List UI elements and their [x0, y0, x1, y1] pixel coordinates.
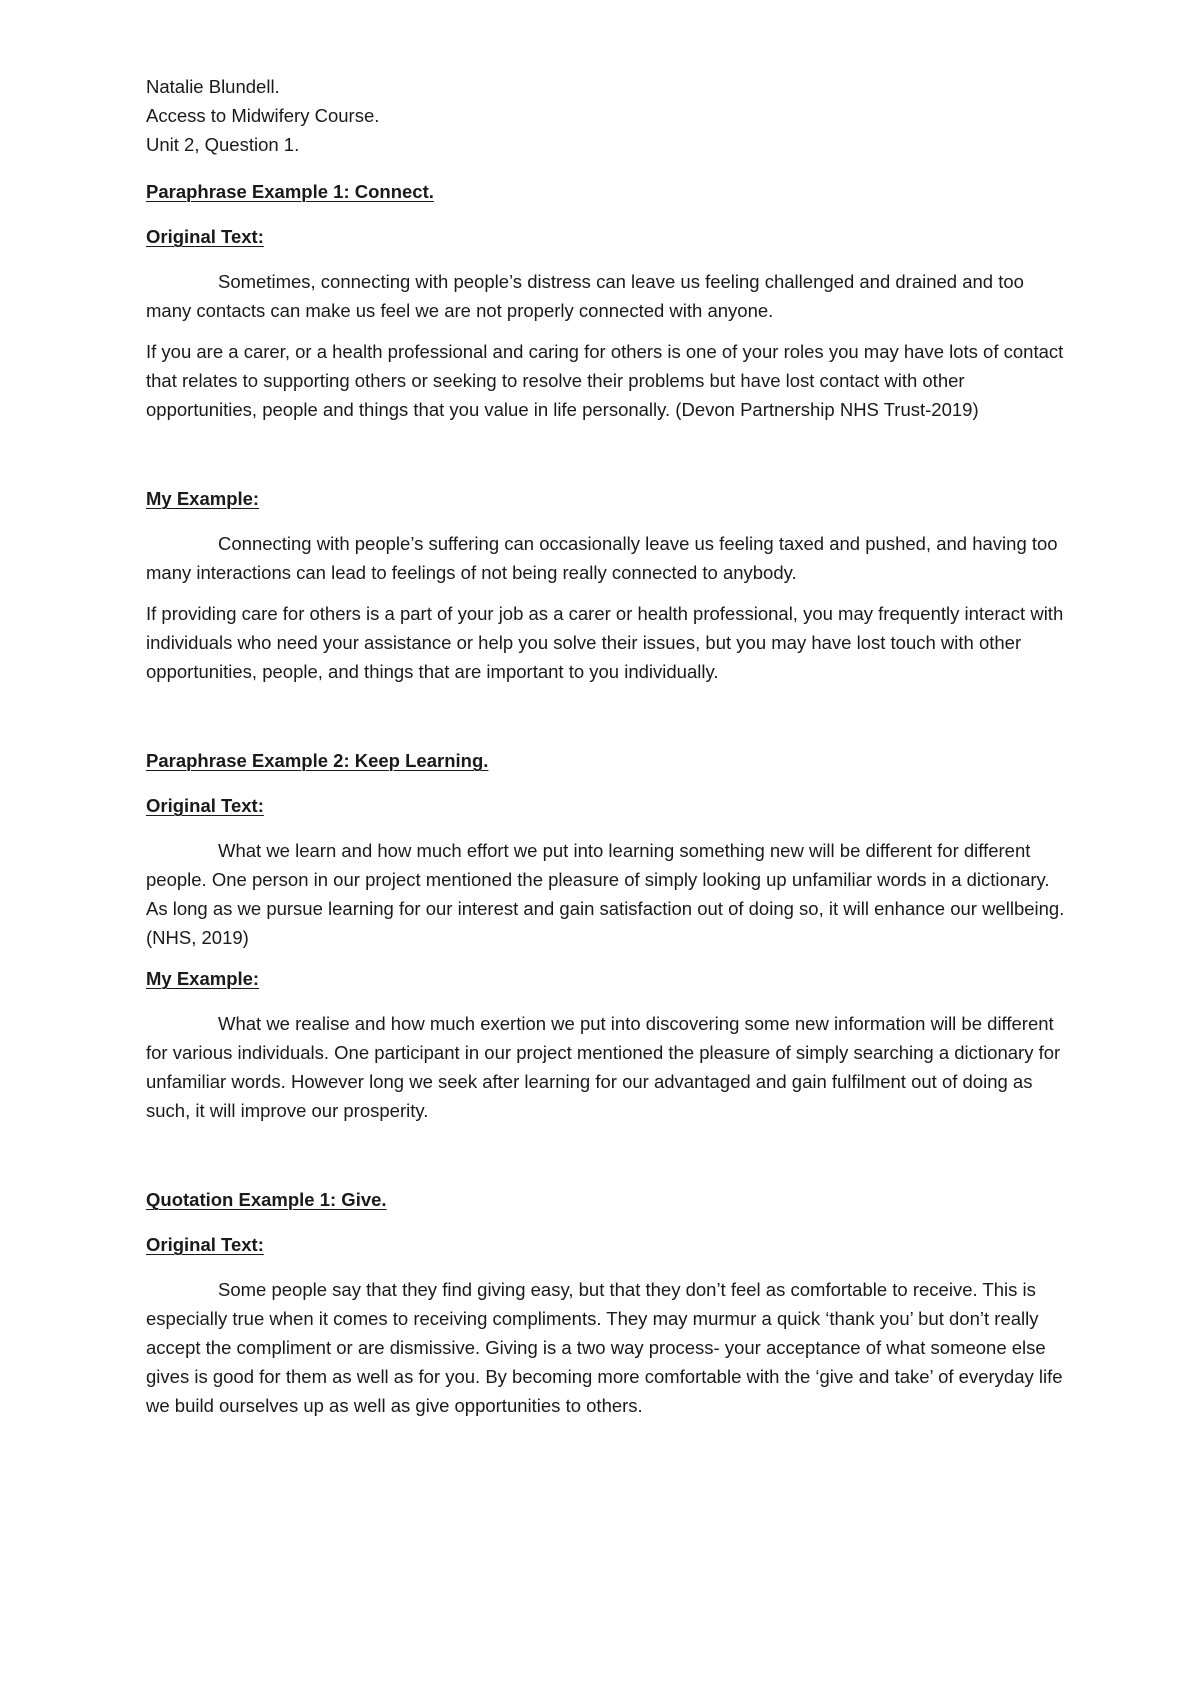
section-paraphrase-keep-learning [146, 746, 1066, 1125]
original-paragraph: What we learn and how much effort we put into learning something new will be different for different people. One person in our project mentioned the pleasure of simply looking up unfamiliar words in a dictionary. As long as we pursue learning for our interest and gain satisfaction out of doing so, it will enhance our wellbeing. (NHS, 2019) [146, 840, 1065, 948]
example-paragraph: What we realise and how much exertion we put into discovering some new information will be different for various individuals. One participant in our project mentioned the pleasure of simply searching a dictionary for unfamiliar words. However long we seek after learning for our advantaged and gain fulfilment out of doing as such, it will improve our prosperity. [146, 1013, 1061, 1121]
example-paragraph: If providing care for others is a part of your job as a carer or health professional, you may frequently interact with individuals who need your assistance or help you solve their issues, but you may have lost touch with other opportunities, people, and things that are important to you individually. [146, 603, 1064, 682]
section-quotation-give [146, 1185, 1066, 1420]
original-paragraph: Sometimes, connecting with people’s distress can leave us feeling challenged and drained and too many contacts can make us feel we are not properly connected with anyone. [146, 271, 1024, 321]
section-paraphrase-connect [146, 177, 1066, 686]
original-paragraph: Some people say that they find giving easy, but that they don’t feel as comfortable to receive. This is especially true when it comes to receiving compliments. They may murmur a quick ‘thank you’ but don’t really accept the compliment or are dismissive. Giving is a two way process- your acceptance of what someone else gives is good for them as well as for you. By becoming more comfortable with the ‘give and take’ of everyday life we build ourselves up as well as give opportunities to others. [146, 1279, 1063, 1416]
section-heading: Quotation Example 1: Give. [146, 1189, 387, 1210]
my-example-heading: My Example: [146, 968, 260, 989]
original-text-heading: Original Text: [146, 226, 264, 247]
author-name: Natalie Blundell. [146, 76, 280, 97]
section-heading: Paraphrase Example 1: Connect. [146, 181, 434, 202]
example-paragraph: Connecting with people’s suffering can occasionally leave us feeling taxed and pushed, and having too many interactions can lead to feelings of not being really connected to anybody. [146, 533, 1058, 583]
document-header [146, 72, 1066, 159]
my-example-heading: My Example: [146, 488, 260, 509]
original-paragraph: If you are a carer, or a health professional and caring for others is one of your roles you may have lots of contact that relates to supporting others or seeking to resolve their problems but have lost contact with other opportunities, people and things that you value in life personally. (Devon Partnership NHS Trust-2019) [146, 341, 1064, 420]
document-page [146, 72, 1066, 1432]
unit-question: Unit 2, Question 1. [146, 134, 300, 155]
original-text-heading: Original Text: [146, 795, 264, 816]
course-name: Access to Midwifery Course. [146, 105, 380, 126]
original-text-heading: Original Text: [146, 1234, 264, 1255]
section-heading: Paraphrase Example 2: Keep Learning. [146, 750, 489, 771]
